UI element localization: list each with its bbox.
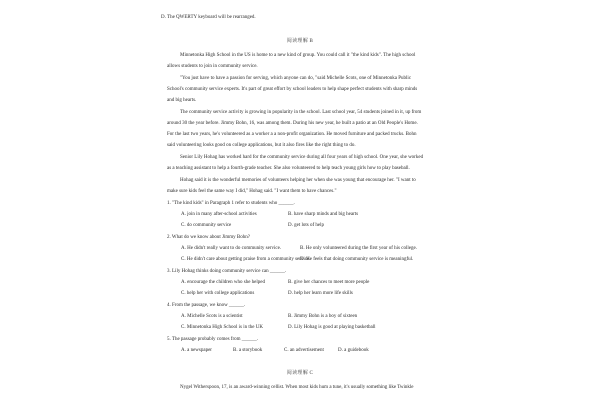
- question-option: B. give her chances to meet more people: [288, 280, 370, 285]
- paragraph-line: and big hearts.: [167, 98, 197, 103]
- question-option: A. Michelle Scots is a scientist: [181, 314, 243, 319]
- question-option: D. Lily Hohag is good at playing basketball: [288, 325, 376, 330]
- question-option: D. He feels that doing community service is meaningful.: [300, 257, 414, 262]
- paragraph-line: Nygel Witherspoon, 17, is an award-winning cellist. When most kids hum a tune, it's usually something like Twinkle: [180, 385, 414, 390]
- question-option: D. help her learn more life skills: [288, 291, 353, 296]
- paragraph-line: School's community service experts. It's part of great effort by school leaders to help shape perfect students with sharp minds: [167, 87, 418, 92]
- question-stem: 4. From the passage, we know ______.: [167, 303, 246, 308]
- question-option: C. an advertisement: [284, 348, 324, 353]
- question-option: A. He didn't really want to do community service.: [181, 246, 282, 251]
- paragraph-line: Hohag said it is the wonderful memories of volunteers helping her when she was young that encourage her. "I want to: [180, 178, 416, 183]
- paragraph-line: as a teaching assistant to help a fourth-grade teacher. She also volunteered to help teach young girls how to play baseball.: [167, 166, 410, 171]
- question-option: B. He only volunteered during the first year of his college.: [300, 246, 417, 251]
- top-option-d: D. The QWERTY keyboard will be rearranged.: [161, 15, 256, 20]
- question-option: C. help her with college applications: [181, 291, 255, 296]
- question-option: B. Jimmy Bohn is a boy of sixteen: [288, 314, 358, 319]
- question-option: A. encourage the children who she helped: [181, 280, 265, 285]
- paragraph-line: Senior Lily Hohag has worked hard for the community service during all four years of high school. One year, she worked: [180, 155, 424, 160]
- question-option: A. a newspaper: [181, 348, 212, 353]
- question-option: D. get lots of help: [288, 223, 324, 228]
- paragraph-line: The community service activity is growing in popularity in the school. Last school year, 54 students joined in it, up from: [180, 110, 422, 115]
- paragraph-line: around 30 the year before. Jimmy Bohn, 16, was among them. During his new year, he built a patio at an Old People's Home.: [167, 121, 418, 126]
- paragraph-line: allows students to join in community service.: [167, 64, 258, 69]
- question-stem: 2. What do we know about Jimmy Bohn?: [167, 235, 250, 240]
- question-option: B. have sharp minds and big hearts: [288, 212, 359, 217]
- question-option: D. a guidebook: [338, 348, 369, 353]
- question-option: C. do community service: [181, 223, 232, 228]
- paragraph-line: said volunteering looks good on college applications, but it also fires like the right thing to do.: [167, 143, 356, 148]
- paragraph-line: Minnetonka High School in the US is home to a new kind of group. You could call it "the kind kids". The high school: [180, 53, 416, 58]
- section-b-heading: 阅读理解 B: [286, 39, 314, 44]
- question-stem: 1. "The kind kids" in Paragraph 1 refer to students who ______.: [167, 201, 295, 206]
- paragraph-line: "You just have to have a passion for serving, which anyone can do, "said Michelle Scots, one of Minnetonka Public: [180, 76, 412, 81]
- question-option: A. join in many after-school activities: [181, 212, 257, 217]
- paragraph-line: For the last two years, he's volunteered as a worker a a non-profit organization. He moved furniture and packed trucks. Bohn: [167, 132, 417, 137]
- question-stem: 5. The passage probably comes from ______.: [167, 337, 258, 342]
- section-c-heading: 阅读理解 C: [286, 371, 314, 376]
- question-stem: 3. Lily Hohag thinks doing community service can ______.: [167, 269, 287, 274]
- paragraph-line: make sure kids feel the same way I did," Hohag said. "I want them to have chances.": [167, 189, 337, 194]
- question-option: C. He didn't care about getting praise from a community service.: [181, 257, 311, 262]
- question-option: C. Minnetonka High School is in the UK: [181, 325, 263, 330]
- question-option: B. a storybook: [233, 348, 263, 353]
